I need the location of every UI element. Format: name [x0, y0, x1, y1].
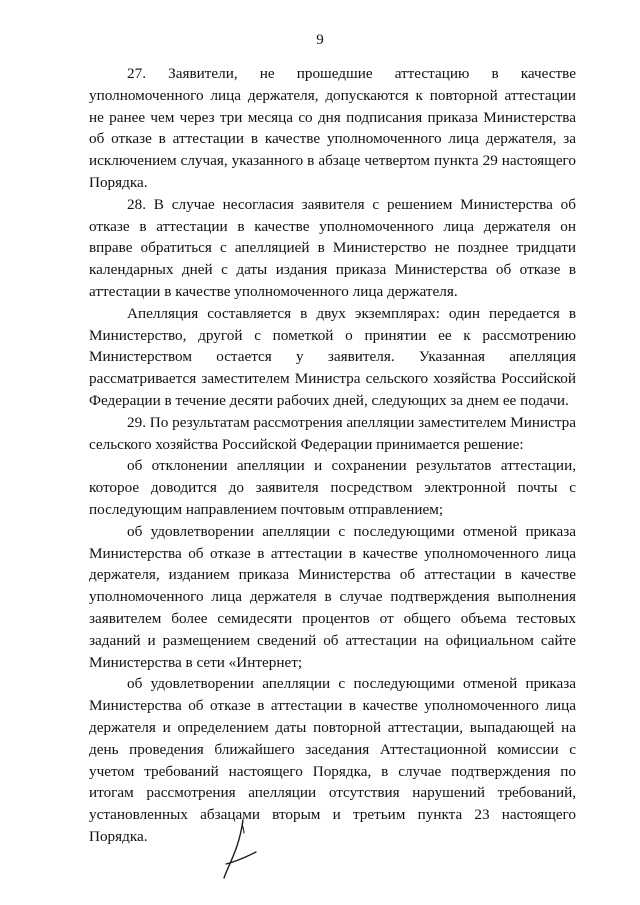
paragraph-28: 28. В случае несогласия заявителя с решением Министерства об отказе в аттестации в качестве уполномоченного лица держателя он вправе обратиться с апелляцией в Министерство не позднее тридцати календарных дней с даты издания приказа Министерства об отказе в аттестации в качестве уполномоченного лица держателя.: [89, 195, 576, 300]
paragraph-appeal: Апелляция составляется в двух экземплярах: один передается в Министерство, другой с пометкой о принятии ее к рассмотрению Министерством остается у заявителя. Указанная апелляция рассматривается заместителем Министра сельского хозяйства Российской Федерации в течение десяти рабочих дней, следующих за днем ее подачи.: [89, 304, 576, 409]
paragraph-29: 29. По результатам рассмотрения апелляции заместителем Министра сельского хозяйства Российской Федерации принимается решение:: [89, 413, 576, 453]
handwritten-signature: [216, 818, 264, 880]
paragraph-decision-approve: об удовлетворении апелляции с последующими отменой приказа Министерства об отказе в аттестации в качестве уполномоченного лица держателя, изданием приказа Министерства об аттестации в качестве уполномоченного лица держателя в случае подтверждения выполнения заявителем более семидесяти процентов от общего объема тестовых заданий и размещением сведений об аттестации на официальном сайте Министерства в сети «Интернет;: [89, 522, 576, 671]
page-number: 9: [316, 32, 324, 48]
paragraph-decision-reject: об отклонении апелляции и сохранении результатов аттестации, которое доводится до заявителя посредством электронной почты с последующим направлением почтовым отправлением;: [89, 457, 576, 518]
document-body: [89, 63, 576, 848]
paragraph-27: 27. Заявители, не прошедшие аттестацию в качестве уполномоченного лица держателя, допускаются к повторной аттестации не ранее чем через три месяца со дня подписания приказа Министерства об отказе в аттестации в качестве уполномоченного лица держателя, за исключением случая, указанного в абзаце четвертом пункта 29 настоящего Порядка.: [89, 65, 576, 191]
paragraph-decision-reattest: об удовлетворении апелляции с последующими отменой приказа Министерства об отказе в аттестации в качестве уполномоченного лица держателя и определением даты повторной аттестации, выпадающей на день проведения ближайшего заседания Аттестационной комиссии с учетом требований настоящего Порядка, в случае подтверждения по итогам рассмотрения апелляции отсутствия нарушений требований, установленных абзацами вторым и третьим пункта 23 настоящего Порядка.: [89, 675, 576, 845]
